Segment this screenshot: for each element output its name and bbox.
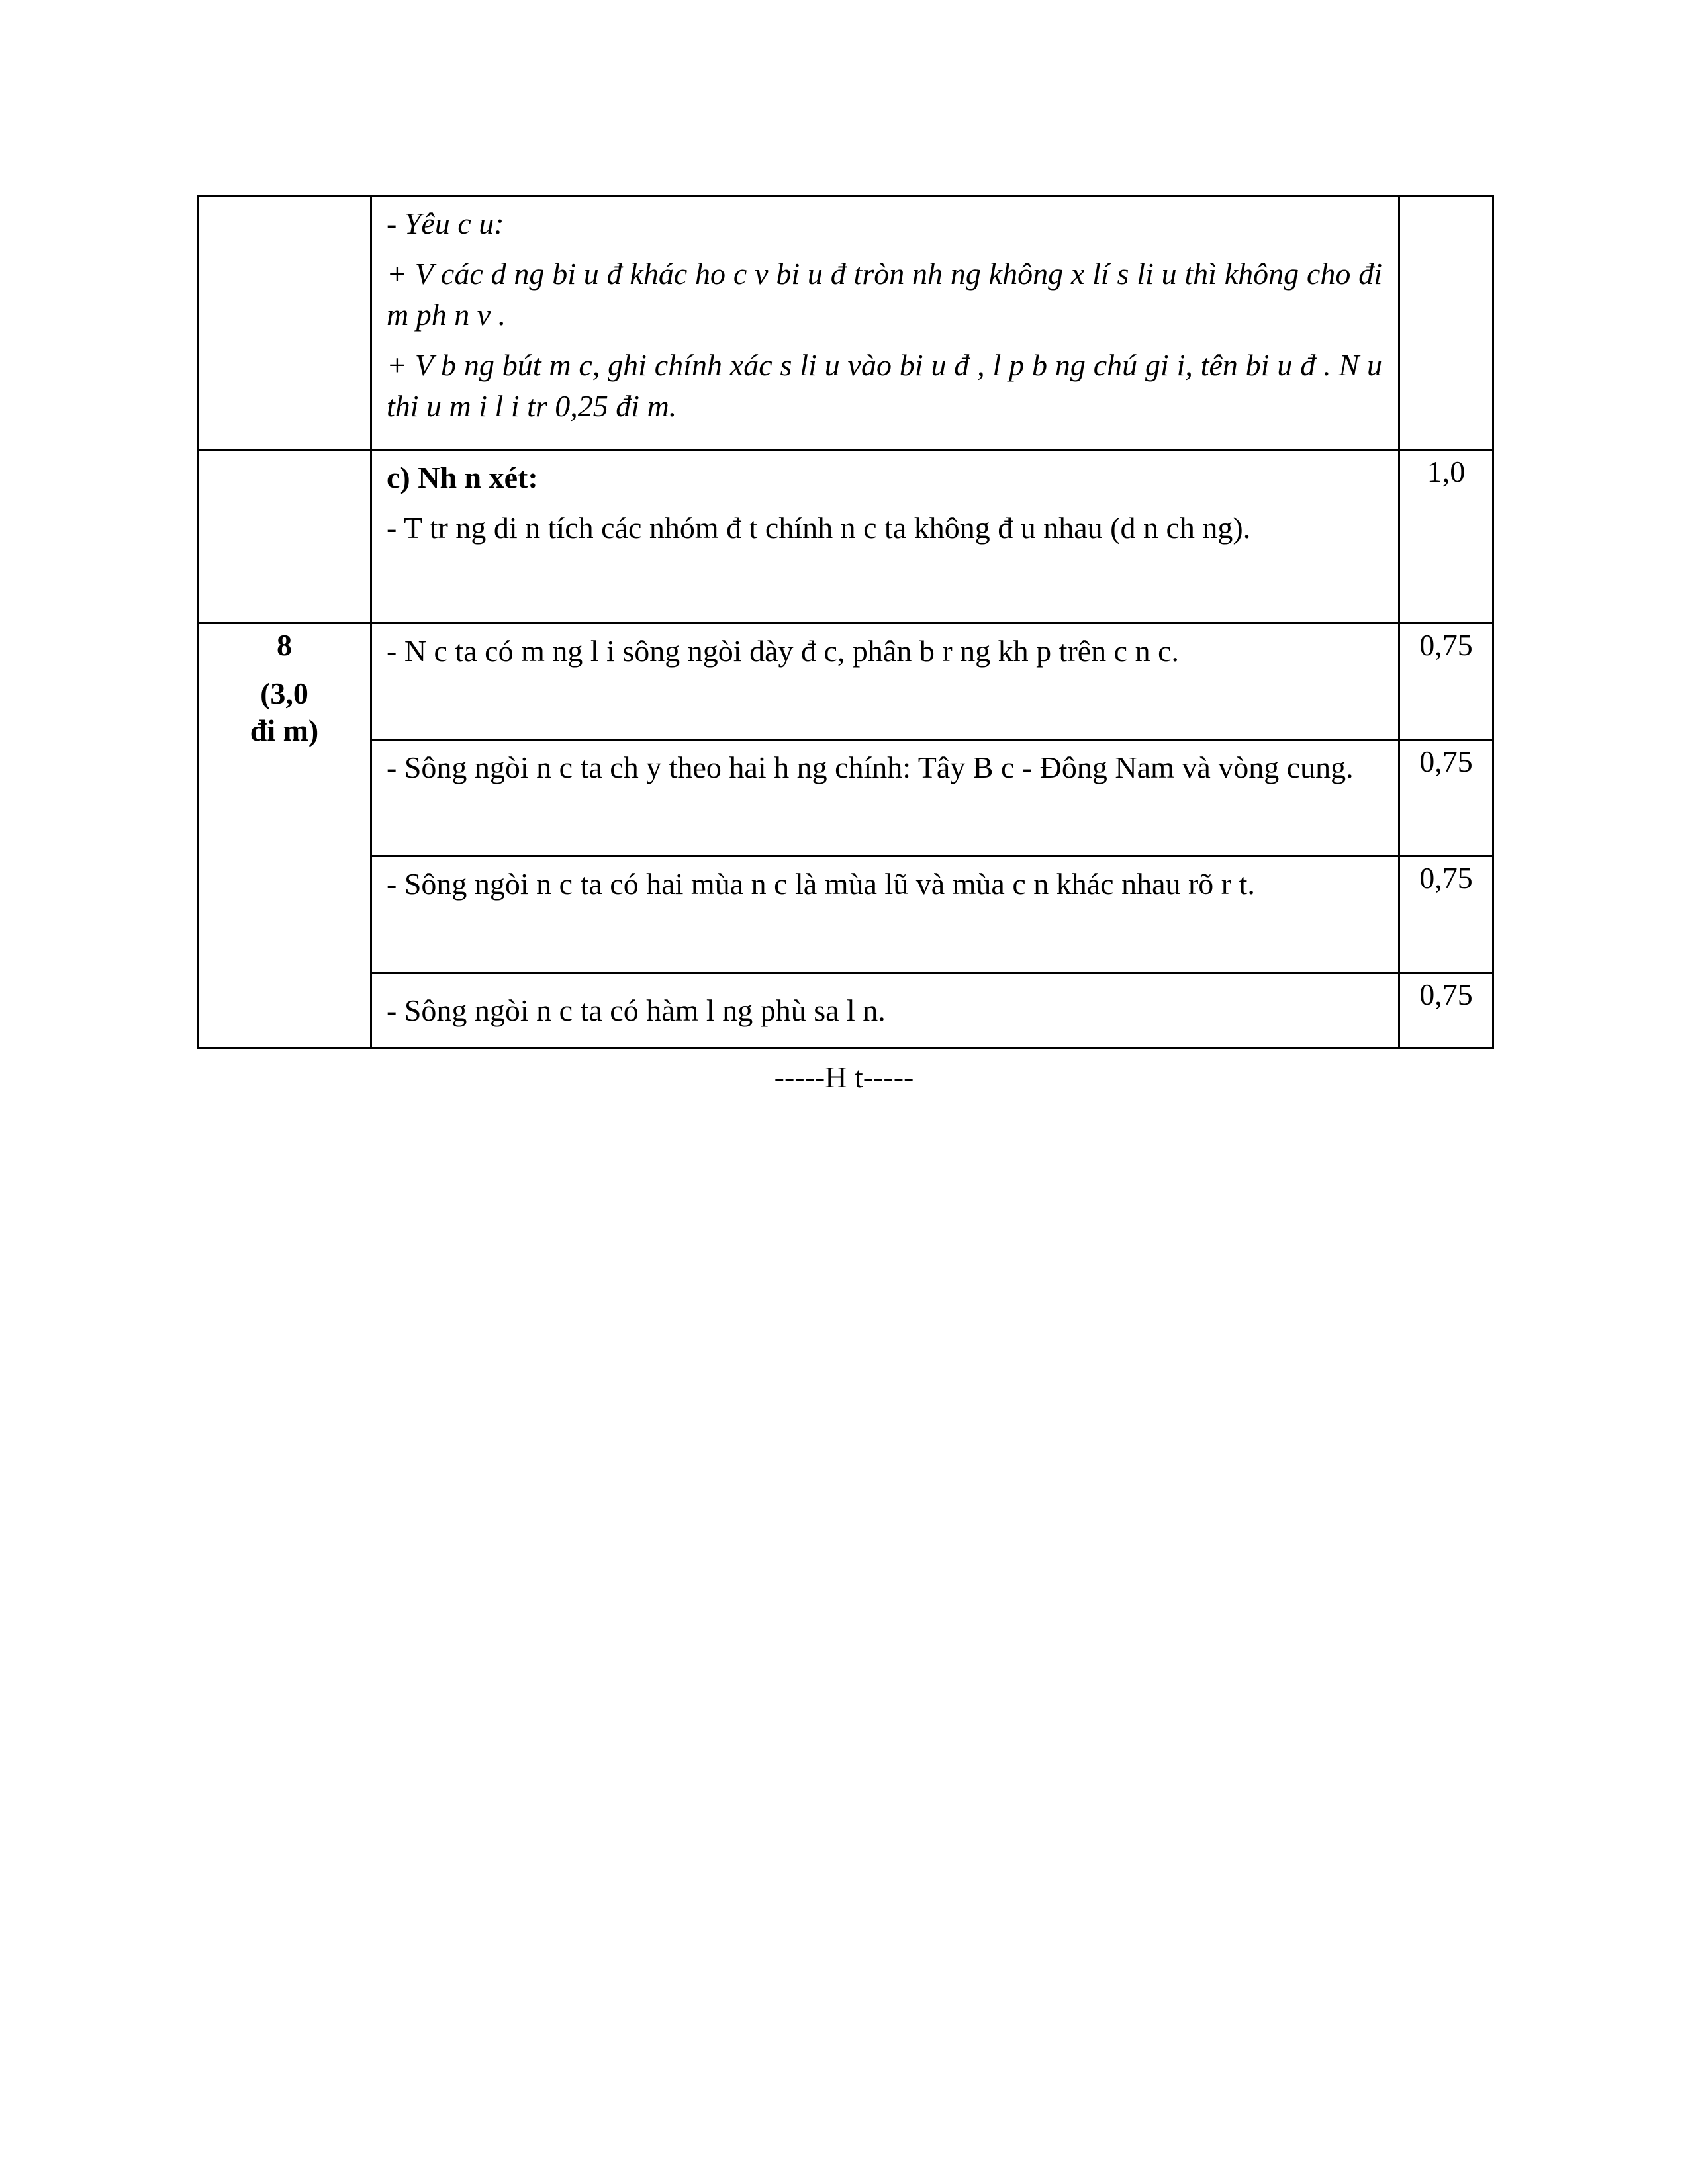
question-number: 8 bbox=[277, 628, 292, 662]
table-row bbox=[198, 740, 1493, 856]
score-cell: 0,75 bbox=[1399, 623, 1493, 740]
table-row bbox=[198, 973, 1493, 1048]
question-points-line-2: đi m) bbox=[250, 713, 319, 747]
score-cell: 0,75 bbox=[1399, 856, 1493, 973]
answer-item bbox=[371, 973, 1399, 1048]
comment-heading: c) Nh n xét: bbox=[387, 461, 538, 494]
requirements-heading: - Yêu c u: bbox=[387, 206, 504, 240]
answer-item bbox=[371, 856, 1399, 973]
question-cell-empty bbox=[198, 196, 371, 450]
table-row bbox=[198, 856, 1493, 973]
score-cell: 1,0 bbox=[1399, 450, 1493, 623]
score-cell: 0,75 bbox=[1399, 973, 1493, 1048]
answer-item-text: - Sông ngòi n c ta có hàm l ng phù sa l n. bbox=[387, 993, 886, 1027]
answer-item bbox=[371, 740, 1399, 856]
question-cell-empty bbox=[198, 450, 371, 623]
table-row bbox=[198, 623, 1493, 740]
comment-cell bbox=[371, 450, 1399, 623]
answer-key-table bbox=[197, 195, 1494, 1049]
comment-text: - T tr ng di n tích các nhóm đ t chính n c ta không đ u nhau (d n ch ng). bbox=[387, 511, 1251, 545]
answer-item-text: - N c ta có m ng l i sông ngòi dày đ c, phân b r ng kh p trên c n c. bbox=[387, 634, 1180, 668]
answer-item bbox=[371, 623, 1399, 740]
requirements-cell bbox=[371, 196, 1399, 450]
answer-item-text: - Sông ngòi n c ta ch y theo hai h ng chính: Tây B c - Đông Nam và vòng cung. bbox=[387, 751, 1354, 784]
end-marker: -----H t----- bbox=[774, 1060, 914, 1094]
answer-item-text: - Sông ngòi n c ta có hai mùa n c là mùa lũ và mùa c n khác nhau rõ r t. bbox=[387, 867, 1255, 901]
question-number-cell bbox=[198, 623, 371, 1048]
requirements-line-1: + V các d ng bi u đ khác ho c v bi u đ tròn nh ng không x lí s li u thì không cho đi m ph n v . bbox=[387, 257, 1382, 332]
question-points-line-1: (3,0 bbox=[260, 676, 308, 710]
table-row-requirements bbox=[198, 196, 1493, 450]
score-cell: 0,75 bbox=[1399, 740, 1493, 856]
requirements-line-2: + V b ng bút m c, ghi chính xác s li u vào bi u đ , l p b ng chú gi i, tên bi u đ . N u thi u m i l i tr 0,25 đi m. bbox=[387, 348, 1382, 423]
table-row-comment bbox=[198, 450, 1493, 623]
score-cell-empty bbox=[1399, 196, 1493, 450]
